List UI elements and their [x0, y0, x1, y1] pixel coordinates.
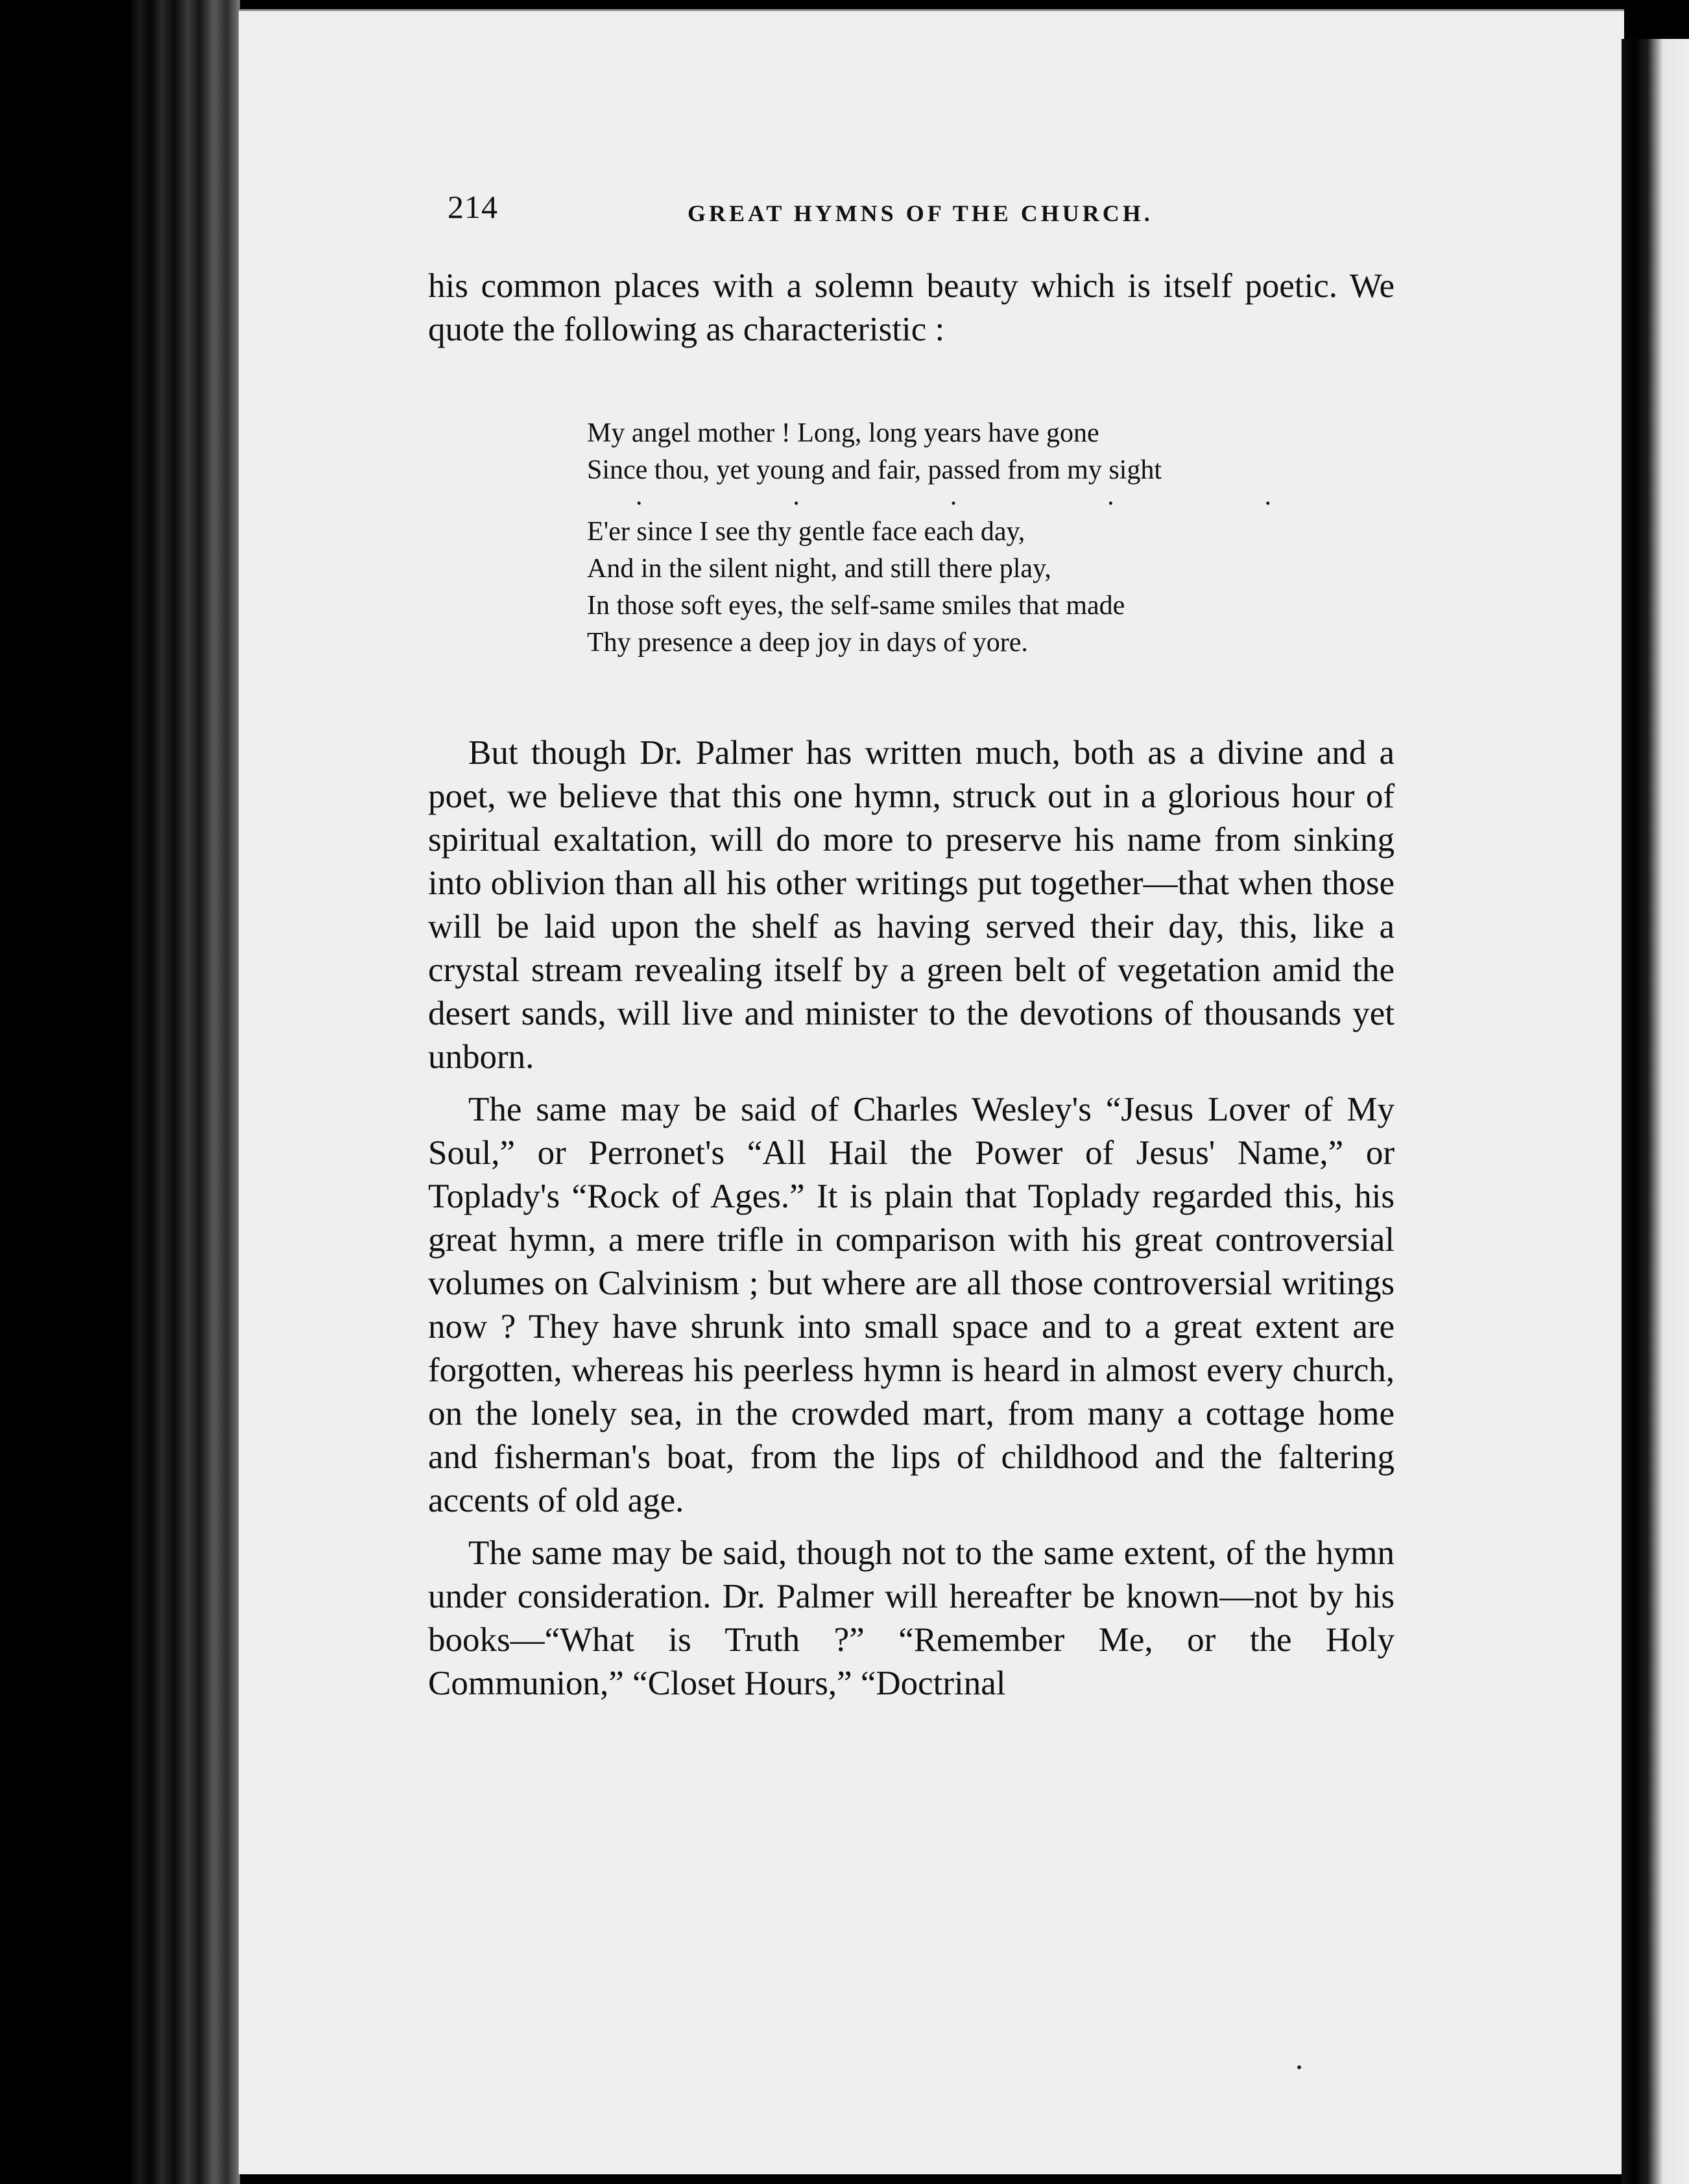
- book-binding: [0, 0, 240, 2184]
- poem-line: Thy presence a deep joy in days of yore.: [587, 628, 1028, 658]
- poem-line: Since thou, yet young and fair, passed from my sight: [587, 455, 1162, 485]
- page-number: 214: [448, 189, 498, 225]
- running-head: GREAT HYMNS OF THE CHURCH.: [688, 200, 1153, 226]
- poem-line: E'er since I see thy gentle face each day,: [587, 517, 1025, 547]
- paragraph-palmer: But though Dr. Palmer has written much, both as a divine and a poet, we believe that this one hymn, struck out in a glorious hour of spiritual exaltation, will do more to preserve his name from sinking into oblivion than all his other writings put together—that when those will be laid upon the shelf as having served their day, this, like a crystal stream revealing itself by a green belt of vegetation amid the desert sands, will live and minister to the devotions of thousands yet unborn.: [428, 734, 1395, 1076]
- quoted-poem: [587, 415, 1275, 661]
- body-text: [428, 731, 1395, 1705]
- paragraph-hymn-consideration: The same may be said, though not to the same extent, of the hymn under consideration. Dr. Palmer will hereafter be known—not by his books—“What is Truth ?” “Remember Me, or the Holy Communion,” “Closet Hours,” “Doctrinal: [428, 1534, 1395, 1702]
- paragraph-text: his common places with a solemn beauty which is itself poetic. We quote the following as characteristic :: [428, 267, 1395, 348]
- poem-line: My angel mother ! Long, long years have gone: [587, 418, 1099, 448]
- ellipsis-dot: .: [636, 481, 643, 511]
- ellipsis-dot: .: [793, 481, 800, 511]
- facing-page-edge: [1622, 39, 1689, 2184]
- paragraph-wesley-toplady: The same may be said of Charles Wesley's “Jesus Lover of My Soul,” or Perronet's “All Hail the Power of Jesus' Name,” or Toplady's “Rock of Ages.” It is plain that Toplady regarded this, his great hymn, a mere trifle in comparison with his great controversial volumes on Calvinism ; but where are all those controversial writings now ? They have shrunk into small space and to a great extent are forgotten, whereas his peerless hymn is heard in almost every church, on the lonely sea, in the crowded mart, from many a cottage home and fisherman's boat, from the lips of childhood and the faltering accents of old age.: [428, 1091, 1395, 1519]
- intro-paragraph: [428, 265, 1395, 351]
- poem-ellipsis: [587, 481, 1271, 514]
- poem-line: And in the silent night, and still there play,: [587, 554, 1051, 584]
- ellipsis-dot: .: [1264, 481, 1271, 511]
- ellipsis-dot: .: [1107, 481, 1114, 511]
- ink-speck: [1297, 2065, 1301, 2069]
- page-header: [448, 188, 1388, 227]
- ellipsis-dot: .: [950, 481, 957, 511]
- poem-line: In those soft eyes, the self-same smiles that made: [587, 591, 1125, 621]
